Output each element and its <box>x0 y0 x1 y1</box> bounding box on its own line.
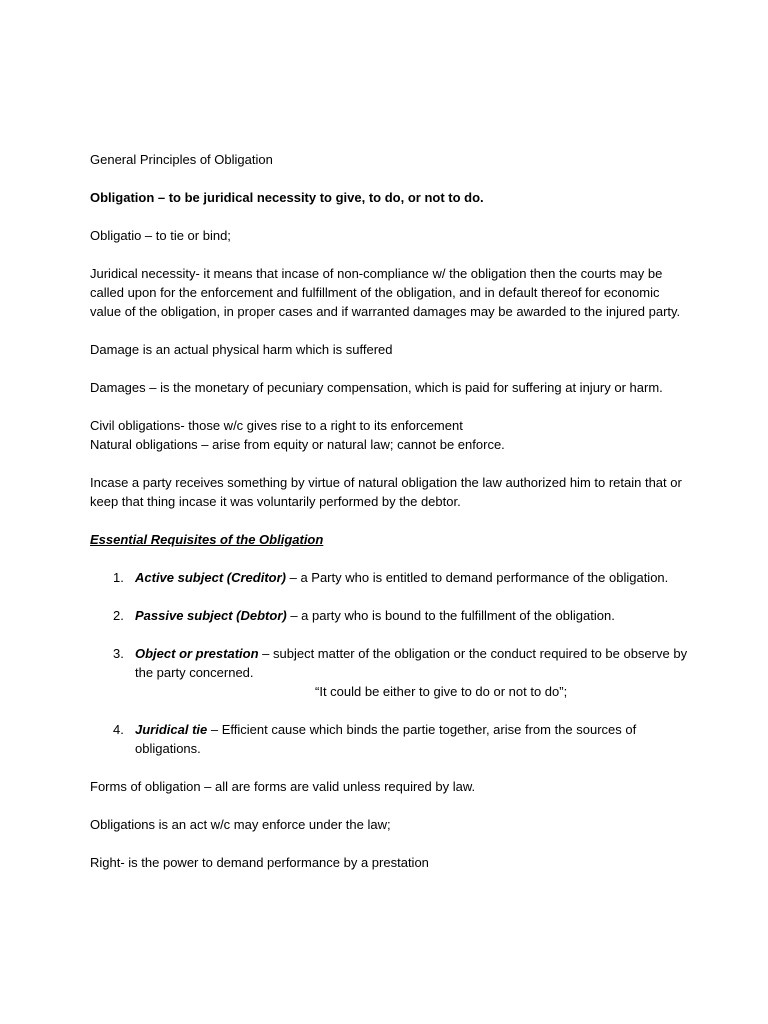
document-title: General Principles of Obligation <box>90 152 273 167</box>
damages-definition: Damages – is the monetary of pecuniary compensation, which is paid for suffering at injury or harm. <box>90 380 663 395</box>
juridical-necessity-paragraph: Juridical necessity- it means that incase of non-compliance w/ the obligation then the courts may be called upon for the enforcement and fulfillment of the obligation, and in default thereof for economic value of the obligation, in proper cases and if warranted damages may be awarded to the injured party. <box>90 266 681 319</box>
list-item <box>90 606 690 625</box>
forms-of-obligation: Forms of obligation – all are forms are valid unless required by law. <box>90 779 476 794</box>
civil-obligations-line: Civil obligations- those w/c gives rise to a right to its enforcement <box>90 418 463 433</box>
obligatio-definition: Obligatio – to tie or bind; <box>90 228 231 243</box>
list-item-quote: “It could be either to give to do or not to do”; <box>315 684 568 699</box>
list-item-number: 4. <box>113 722 124 737</box>
list-item-number: 1. <box>113 570 124 585</box>
list-item-text: – a Party who is entitled to demand performance of the obligation. <box>285 570 669 585</box>
list-item <box>90 720 690 758</box>
requisites-heading: Essential Requisites of the Obligation <box>90 532 324 547</box>
list-item-text: – subject matter of the obligation or the conduct required to be observe by the party concerned. <box>135 646 688 680</box>
obligation-types <box>90 416 690 454</box>
document-page <box>90 150 690 891</box>
requisites-list <box>90 568 690 758</box>
obligation-definition: Obligation – to be juridical necessity to give, to do, or not to do. <box>90 190 484 205</box>
list-item-number: 3. <box>113 646 124 661</box>
list-item-term: Juridical tie <box>135 722 208 737</box>
list-item-text: – a party who is bound to the fulfillment of the obligation. <box>286 608 615 623</box>
right-definition: Right- is the power to demand performance by a prestation <box>90 855 429 870</box>
list-item-term: Object or prestation <box>135 646 259 661</box>
list-item-text: – Efficient cause which binds the partie together, arise from the sources of obligations. <box>135 722 637 756</box>
damage-definition: Damage is an actual physical harm which is suffered <box>90 342 393 357</box>
natural-obligation-paragraph: Incase a party receives something by virtue of natural obligation the law authorized him to retain that or keep that thing incase it was voluntarily performed by the debtor. <box>90 475 682 509</box>
obligations-act: Obligations is an act w/c may enforce under the law; <box>90 817 391 832</box>
natural-obligations-line: Natural obligations – arise from equity or natural law; cannot be enforce. <box>90 437 505 452</box>
list-item-term: Active subject (Creditor) <box>135 570 286 585</box>
list-item <box>90 568 690 587</box>
list-item-number: 2. <box>113 608 124 623</box>
list-item-term: Passive subject (Debtor) <box>135 608 287 623</box>
list-item <box>90 644 690 701</box>
